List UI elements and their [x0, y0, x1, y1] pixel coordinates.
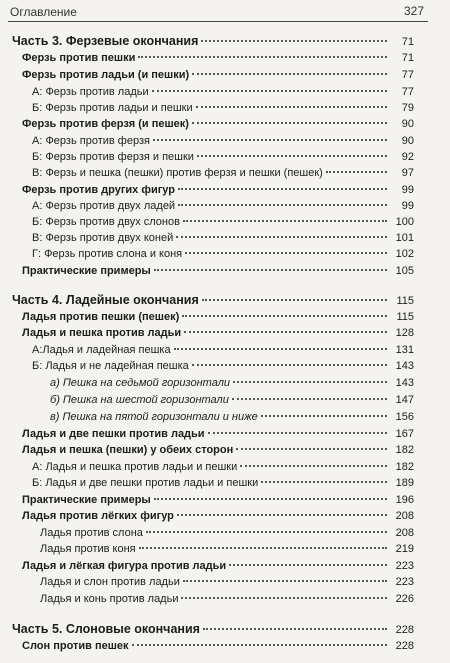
toc-entry-title: Практические примеры [22, 494, 151, 506]
toc-entry[interactable] [0, 476, 450, 492]
running-title: Оглавление [10, 5, 77, 19]
toc-entry-page: 196 [395, 494, 414, 506]
toc-entry-title: А: Ладья и пешка против ладьи и пешки [32, 461, 238, 473]
toc-entry[interactable] [0, 101, 450, 117]
toc-entry-page: 100 [395, 216, 414, 228]
toc-entry-page: 79 [401, 102, 414, 114]
dot-leader [152, 90, 387, 92]
toc-entry-title: Ладья и лёгкая фигура против ладьи [22, 560, 227, 572]
toc-entry-title: Ладья против лёгких фигур [22, 510, 174, 522]
toc-entry-page: 71 [401, 52, 414, 64]
dot-leader [174, 348, 387, 350]
toc-entry-title: Ферзь против ладьи (и пешки) [22, 69, 190, 81]
toc-entry[interactable] [0, 542, 450, 558]
toc-entry[interactable] [0, 117, 450, 133]
toc-entry-title: Часть 4. Ладейные окончания [12, 293, 199, 307]
toc-entry-title: а) Пешка на седьмой горизонтали [50, 377, 231, 389]
toc-entry[interactable] [0, 343, 450, 359]
dot-leader [138, 56, 387, 58]
toc-entry[interactable] [0, 509, 450, 525]
dot-leader [196, 106, 387, 108]
toc-entry[interactable] [0, 592, 450, 608]
toc-entry-page: 143 [395, 377, 414, 389]
dot-leader [177, 514, 387, 516]
toc-entry[interactable] [0, 410, 450, 426]
toc-entry-page: 182 [395, 444, 414, 456]
dot-leader [202, 299, 387, 301]
toc-entry[interactable] [0, 443, 450, 459]
dot-leader [201, 40, 387, 42]
dot-leader [197, 155, 387, 157]
toc-entry-page: 90 [401, 118, 414, 130]
toc-entry-title: Ферзь против ферзя (и пешек) [22, 118, 189, 130]
toc-entry-page: 219 [395, 543, 414, 555]
toc-entry[interactable] [0, 264, 450, 280]
toc-entry-title: Ферзь против пешки [22, 52, 136, 64]
toc-entry-title: Б: Ладья и не ладейная пешка [32, 360, 189, 372]
toc-entry-page: 99 [401, 200, 414, 212]
toc-entry-page: 226 [395, 593, 414, 605]
dot-leader [178, 204, 387, 206]
toc-entry-page: 208 [395, 510, 414, 522]
toc-entry[interactable] [0, 559, 450, 575]
toc-entry[interactable] [0, 460, 450, 476]
toc-entry[interactable] [0, 310, 450, 326]
dot-leader [154, 498, 387, 500]
toc-entry-title: Ладья против пешки (пешек) [22, 311, 180, 323]
toc-entry-page: 147 [395, 394, 414, 406]
toc-entry-title: В: Ферзь против двух коней [32, 232, 174, 244]
toc-entry-page: 105 [395, 265, 414, 277]
toc-entry-page: 115 [396, 311, 414, 323]
toc-entry-title: Практические примеры [22, 265, 151, 277]
toc-entry-title: Часть 5. Слоновые окончания [12, 622, 200, 636]
toc-entry-page: 189 [395, 477, 414, 489]
dot-leader [185, 252, 387, 254]
toc-entry-page: 228 [395, 640, 414, 652]
toc-entry[interactable] [0, 393, 450, 409]
dot-leader [178, 188, 387, 190]
toc-entry-page: 77 [401, 86, 414, 98]
dot-leader [203, 628, 387, 630]
toc-entry-title: Б: Ферзь против двух слонов [32, 216, 180, 228]
dot-leader [154, 269, 387, 271]
toc-entry[interactable] [0, 231, 450, 247]
toc-entry[interactable] [0, 326, 450, 342]
toc-entry-title: А: Ферзь против ладьи [32, 86, 149, 98]
toc-entry-title: А: Ферзь против двух ладей [32, 200, 176, 212]
toc-entry-title: Часть 3. Ферзевые окончания [12, 34, 199, 48]
toc-entry-page: 128 [395, 327, 414, 339]
dot-leader [182, 315, 387, 317]
toc-entry-title: Ладья против слона [40, 527, 143, 539]
toc-entry-page: 131 [395, 344, 414, 356]
toc-entry[interactable] [0, 427, 450, 443]
toc-entry[interactable] [0, 575, 450, 591]
toc-entry-page: 143 [395, 360, 414, 372]
toc-entry-title: Ладья и две пешки против ладьи [22, 428, 205, 440]
toc-entry-page: 92 [401, 151, 414, 163]
toc-entry-title: Ферзь против других фигур [22, 184, 175, 196]
toc-entry-page: 223 [395, 576, 414, 588]
toc-entry-page: 77 [401, 69, 414, 81]
toc-entry[interactable] [0, 199, 450, 215]
toc-part-heading[interactable] [0, 34, 450, 50]
dot-leader [232, 398, 387, 400]
dot-leader [208, 432, 387, 434]
dot-leader [192, 364, 387, 366]
toc-entry-title: Ладья и пешка (пешки) у обеих сторон [22, 444, 234, 456]
toc-entry-title: Ладья и слон против ладьи [40, 576, 180, 588]
toc-entry[interactable] [0, 376, 450, 392]
dot-leader [233, 381, 387, 383]
dot-leader [229, 564, 387, 566]
toc-entry-title: Слон против пешек [22, 640, 129, 652]
toc-entry-title: А: Ферзь против ферзя [32, 135, 150, 147]
toc-entry-title: Б: Ферзь против ладьи и пешки [32, 102, 193, 114]
dot-leader [181, 597, 387, 599]
toc-entry-page: 115 [396, 295, 414, 307]
dot-leader [192, 122, 387, 124]
dot-leader [139, 547, 387, 549]
toc-entry[interactable] [0, 134, 450, 150]
toc-entry[interactable] [0, 247, 450, 263]
toc-entry-page: 71 [401, 36, 414, 48]
toc-entry[interactable] [0, 183, 450, 199]
page-number: 327 [403, 4, 424, 18]
toc-entry[interactable] [0, 493, 450, 509]
dot-leader [326, 171, 387, 173]
dot-leader [183, 580, 387, 582]
toc-entry-page: 182 [395, 461, 414, 473]
dot-leader [176, 236, 387, 238]
toc-entry[interactable] [0, 359, 450, 375]
toc-entry-title: б) Пешка на шестой горизонтали [50, 394, 229, 406]
toc-entry[interactable] [0, 85, 450, 101]
toc-entry-page: 167 [395, 428, 414, 440]
toc-entry[interactable] [0, 526, 450, 542]
dot-leader [240, 465, 387, 467]
dot-leader [261, 481, 387, 483]
dot-leader [146, 531, 387, 533]
toc-entry[interactable] [0, 639, 450, 655]
toc-entry-page: 156 [395, 411, 414, 423]
dot-leader [183, 220, 387, 222]
toc-entry[interactable] [0, 166, 450, 182]
toc-part-heading[interactable] [0, 293, 450, 309]
toc-entry-page: 208 [395, 527, 414, 539]
toc-entry-title: В: Ферзь и пешка (пешки) против ферзя и пешки (пешек) [32, 167, 323, 179]
toc-entry[interactable] [0, 215, 450, 231]
toc-entry-title: Б: Ферзь против ферзя и пешки [32, 151, 194, 163]
toc-entry-page: 97 [401, 167, 414, 179]
toc-entry[interactable] [0, 68, 450, 84]
toc-entry-title: Ладья и конь против ладьи [40, 593, 179, 605]
toc-entry-page: 228 [395, 624, 414, 636]
toc-part-heading[interactable] [0, 622, 450, 638]
toc-entry-page: 102 [395, 248, 414, 260]
toc-entry-page: 223 [395, 560, 414, 572]
toc-entry-title: Б: Ладья и две пешки против ладьи и пешки [32, 477, 259, 489]
toc-entry[interactable] [0, 150, 450, 166]
toc-entry-title: Г: Ферзь против слона и коня [32, 248, 183, 260]
toc-entry-title: в) Пешка на пятой горизонтали и ниже [50, 411, 258, 423]
toc-entry-title: Ладья и пешка против ладьи [22, 327, 182, 339]
toc-entry-page: 101 [395, 232, 414, 244]
toc-entry[interactable] [0, 51, 450, 67]
dot-leader [236, 448, 387, 450]
toc-entry-page: 99 [401, 184, 414, 196]
dot-leader [184, 331, 387, 333]
dot-leader [153, 139, 387, 141]
dot-leader [192, 73, 387, 75]
toc-entry-title: А:Ладья и ладейная пешка [32, 344, 171, 356]
toc-entry-page: 90 [401, 135, 414, 147]
toc-entry-title: Ладья против коня [40, 543, 136, 555]
dot-leader [261, 415, 387, 417]
dot-leader [132, 644, 387, 646]
